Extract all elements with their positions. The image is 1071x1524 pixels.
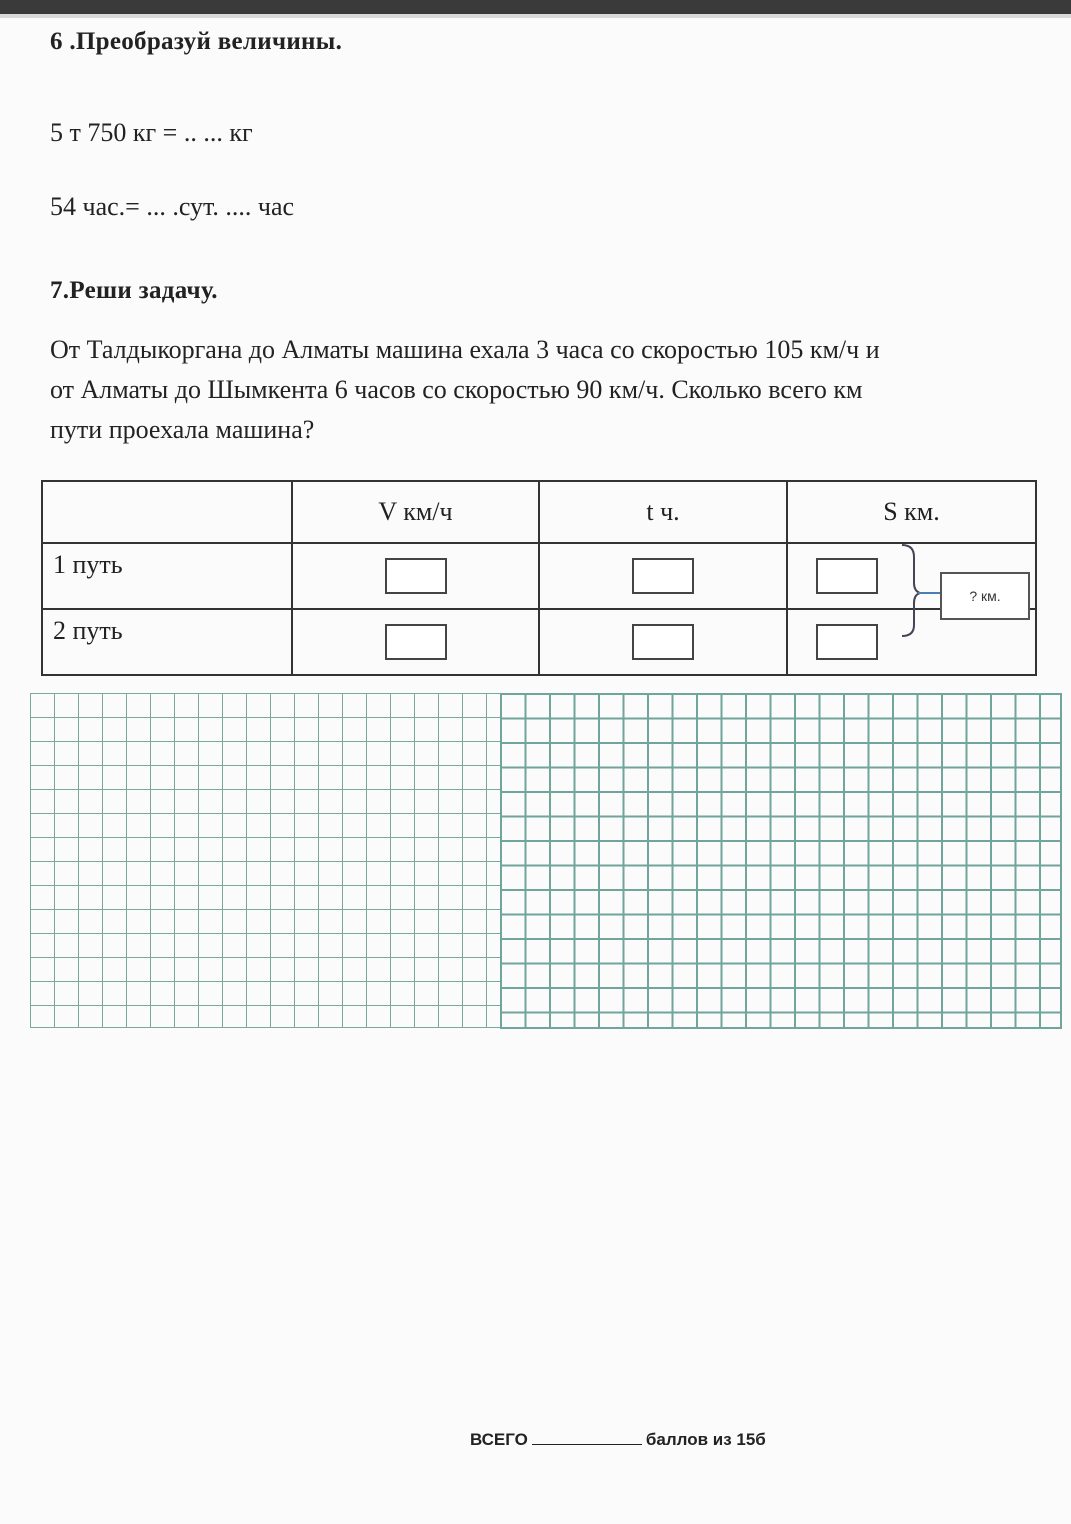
header-empty xyxy=(42,481,292,543)
answer-box-distance-1[interactable] xyxy=(816,558,878,594)
score-blank[interactable] xyxy=(532,1444,642,1445)
footer-total-label: ВСЕГО xyxy=(470,1430,528,1449)
speed-cell xyxy=(292,543,539,609)
answer-box-speed-1[interactable] xyxy=(385,558,447,594)
header-distance: S км. xyxy=(787,481,1036,543)
table-header-row xyxy=(42,481,1036,543)
section-6-title: 6 .Преобразуй величины. xyxy=(50,28,343,55)
problem-text xyxy=(50,330,1035,450)
time-cell xyxy=(539,543,787,609)
table-row xyxy=(42,609,1036,675)
connector-line xyxy=(918,590,942,596)
graph-paper-left[interactable] xyxy=(30,693,501,1028)
footer-points-label: баллов из 15б xyxy=(645,1430,766,1449)
conversion-line-1: 5 т 750 кг = .. ... кг xyxy=(50,118,253,147)
answer-box-time-2[interactable] xyxy=(632,624,694,660)
header-speed: V км/ч xyxy=(292,481,539,543)
problem-line: от Алматы до Шымкента 6 часов со скоростью 90 км/ч. Сколько всего км xyxy=(50,375,863,404)
row-label: 2 путь xyxy=(42,609,292,675)
speed-cell xyxy=(292,609,539,675)
problem-line: От Талдыкоргана до Алматы машина ехала 3 часа со скоростью 105 км/ч и xyxy=(50,335,880,364)
answer-box-time-1[interactable] xyxy=(632,558,694,594)
total-distance-box[interactable]: ? км. xyxy=(940,572,1030,620)
curly-brace-icon xyxy=(900,543,920,638)
answer-box-distance-2[interactable] xyxy=(816,624,878,660)
problem-line: пути проехала машина? xyxy=(50,415,315,444)
graph-paper-right[interactable] xyxy=(500,693,1062,1029)
score-footer xyxy=(470,1430,766,1450)
answer-box-speed-2[interactable] xyxy=(385,624,447,660)
row-label: 1 путь xyxy=(42,543,292,609)
header-time: t ч. xyxy=(539,481,787,543)
table-row xyxy=(42,543,1036,609)
section-7-title: 7.Реши задачу. xyxy=(50,277,218,304)
conversion-line-2: 54 час.= ... .сут. .... час xyxy=(50,192,295,221)
task-table xyxy=(41,480,1037,676)
top-edge-shadow xyxy=(0,14,1071,18)
top-edge xyxy=(0,0,1071,14)
time-cell xyxy=(539,609,787,675)
